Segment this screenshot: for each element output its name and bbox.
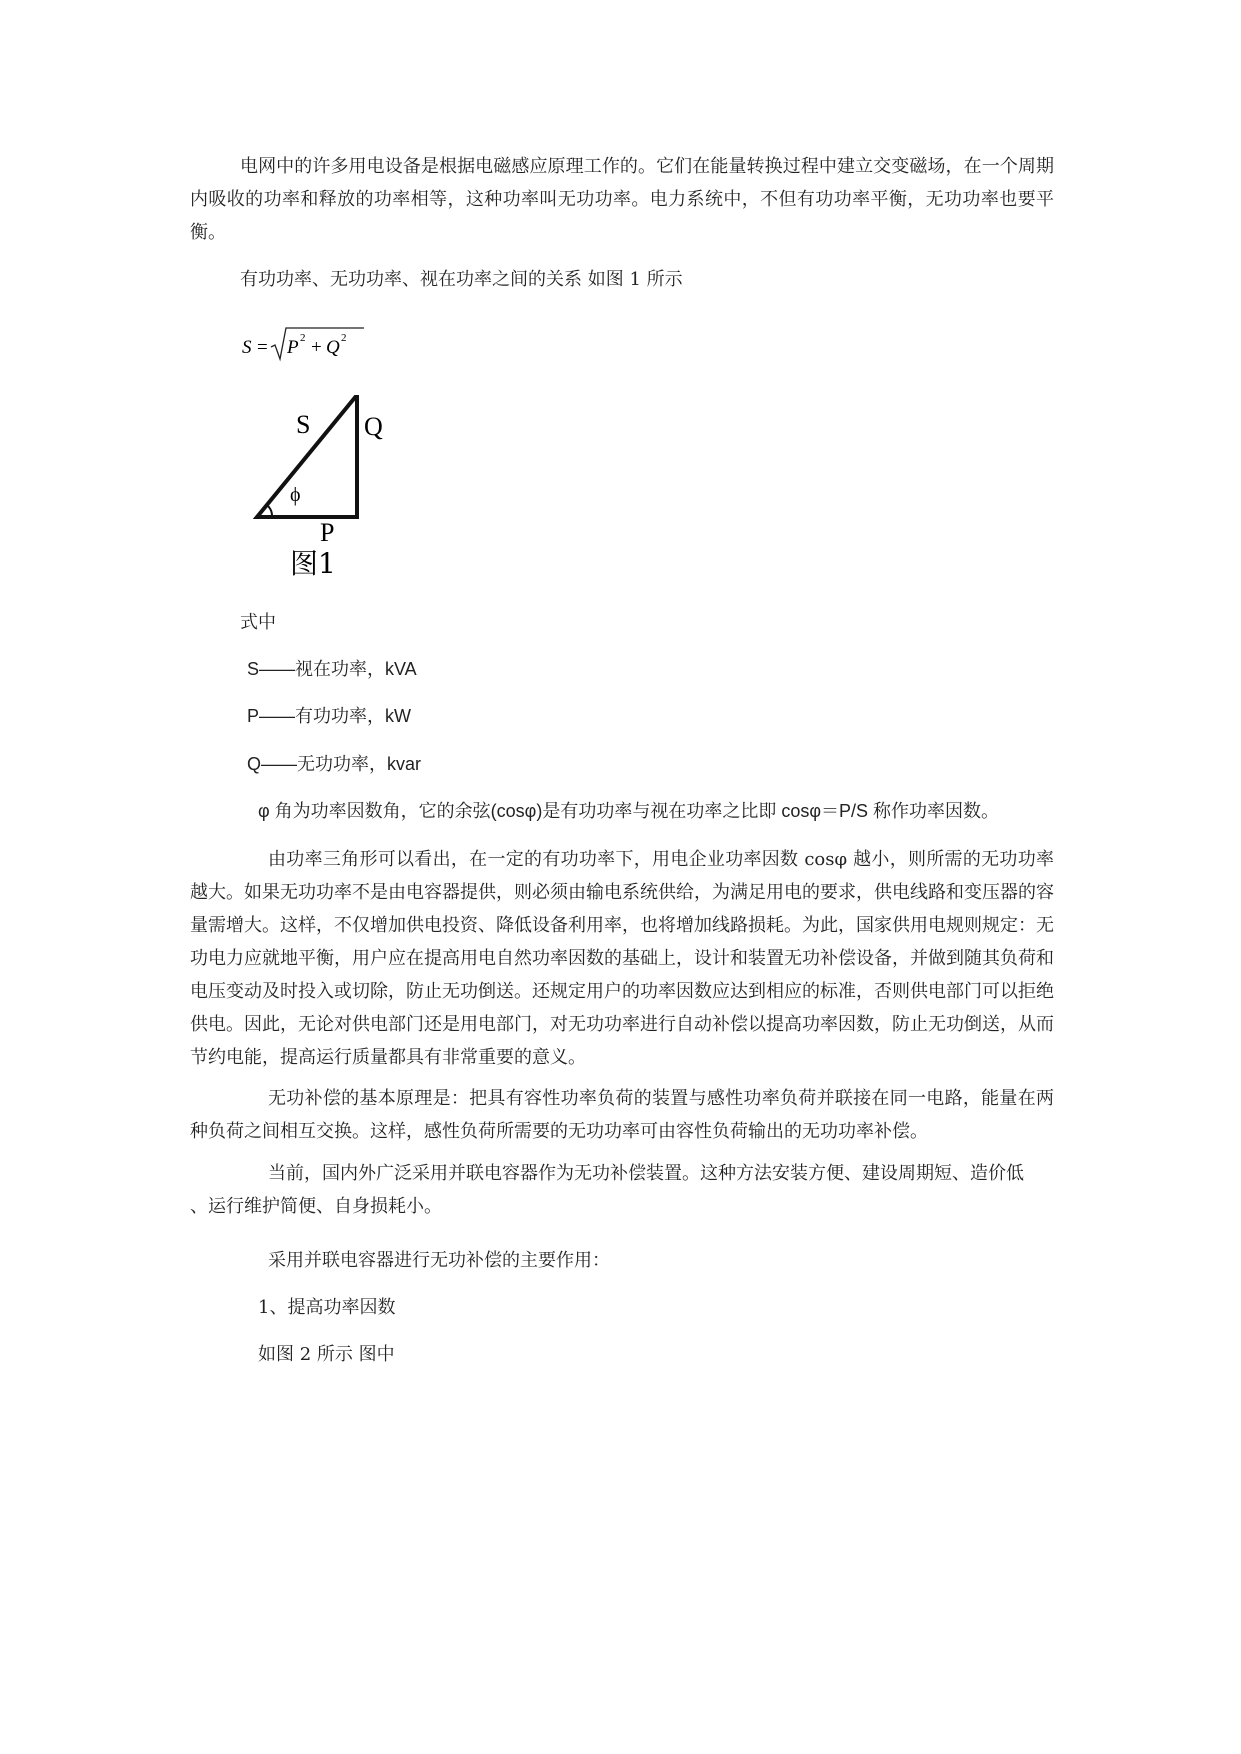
relation-line: 有功功率、无功功率、视在功率之间的关系 如图 1 所示 (240, 269, 683, 290)
formula-eq: = (257, 337, 268, 358)
definition-s: S——视在功率，kVA (247, 659, 417, 679)
formula-plus: + (311, 337, 322, 358)
item-1: 1、提高功率因数 (258, 1297, 396, 1318)
label-p: P (320, 518, 335, 547)
intro-paragraph: 电网中的许多用电设备是根据电磁感应原理工作的。它们在能量转换过程中建立交变磁场，在一个周期内吸收的功率和释放的功率相等，这种功率叫无功功率。电力系统中，不但有功功率平衡，无功功率也要平衡。 (190, 156, 1054, 243)
compensation-principle-paragraph: 无功补偿的基本原理是：把具有容性功率负荷的装置与感性功率负荷并联接在同一电路，能量在两种负荷之间相互交换。这样，感性负荷所需要的无功功率可由容性负荷输出的无功功率补偿。 (190, 1088, 1054, 1142)
where-label: 式中 (240, 612, 276, 633)
power-triangle-paragraph: 由功率三角形可以看出，在一定的有功功率下，用电企业功率因数 cosφ 越小，则所需的无功功率越大。如果无功功率不是由电容器提供，则必须由输电系统供给，为满足用电的要求，供电线路和变压器的容量需增大。这样，不仅增加供电投资、降低设备利用率，也将增加线路损耗。为此，国家供用电规则规定：无功电力应就地平衡，用户应在提高用电自然功率因数的基础上，设计和装置无功补偿设备，并做到随其负荷和电压变动及时投入或切除，防止无功倒送。还规定用户的功率因数应达到相应的标准，否则供电部门可以拒绝供电。因此，无论对供电部门还是用电部门，对无功功率进行自动补偿以提高功率因数，防止无功倒送，从而节约电能，提高运行质量都具有非常重要的意义。 (190, 849, 1054, 1068)
apparent-power-formula (240, 325, 380, 365)
main-effects-heading: 采用并联电容器进行无功补偿的主要作用： (268, 1250, 610, 1271)
formula-p-exp: 2 (300, 332, 306, 344)
current-practice-line1: 当前，国内外广泛采用并联电容器作为无功补偿装置。这种方法安装方便、建设周期短、造价低 (268, 1163, 1024, 1184)
figure2-reference: 如图 2 所示 图中 (258, 1344, 395, 1365)
formula-q: Q (326, 337, 340, 358)
formula-q-exp: 2 (341, 332, 347, 344)
label-s: S (296, 410, 311, 439)
label-q: Q (364, 412, 383, 441)
label-phi: ϕ (290, 484, 301, 506)
definition-p: P——有功功率，kW (247, 706, 411, 726)
figure1-caption: 图1 (290, 547, 336, 580)
current-practice-line2: 、运行维护简便、自身损耗小。 (190, 1196, 442, 1217)
definition-q: Q——无功功率，kvar (247, 754, 422, 774)
formula-p: P (287, 337, 299, 358)
power-triangle-figure (248, 395, 398, 585)
power-factor-line: φ 角为功率因数角，它的余弦(cosφ)是有功功率与视在功率之比即 cosφ＝P/S 称作功率因数。 (258, 801, 1000, 821)
formula-s: S (242, 337, 252, 358)
